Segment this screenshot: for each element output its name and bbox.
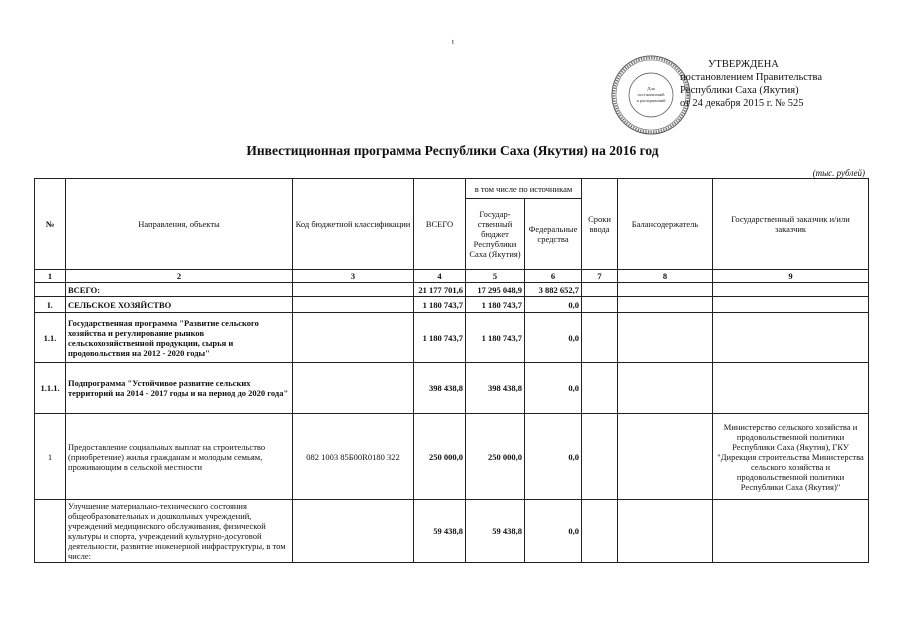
header-federal: Федеральные средства	[525, 199, 582, 270]
row-holder	[618, 500, 713, 563]
header-direction: Направления, объекты	[66, 179, 293, 270]
row-customer: Министерство сельского хозяйства и продовольственной политики Республики Саха (Якутия), ГКУ "Дирекция строительства Министерства сельского хозяйства и продовольственной политики Республики Саха (Якутия)"	[713, 414, 869, 500]
approval-authority: Республики Саха (Якутия)	[680, 85, 799, 96]
row-total: 21 177 701,6	[414, 283, 466, 297]
row-num	[35, 283, 66, 297]
row-holder	[618, 313, 713, 363]
investment-table	[34, 178, 869, 563]
row-terms	[582, 313, 618, 363]
row-holder	[618, 414, 713, 500]
header-sources-group: в том числе по источникам	[466, 179, 582, 199]
row-federal: 0,0	[525, 500, 582, 563]
row-state: 1 180 743,7	[466, 313, 525, 363]
header-total: ВСЕГО	[414, 179, 466, 270]
row-state: 398 438,8	[466, 363, 525, 414]
approval-date: от 24 декабря 2015 г. № 525	[680, 98, 804, 109]
table-row	[35, 313, 869, 363]
row-name: СЕЛЬСКОЕ ХОЗЯЙСТВО	[66, 297, 293, 313]
column-number: 3	[293, 270, 414, 283]
column-number: 6	[525, 270, 582, 283]
table-row	[35, 414, 869, 500]
row-terms	[582, 500, 618, 563]
column-numbers-row	[35, 270, 869, 283]
column-number: 2	[66, 270, 293, 283]
row-holder	[618, 297, 713, 313]
row-federal: 0,0	[525, 363, 582, 414]
row-holder	[618, 283, 713, 297]
row-name: Улучшение материально-технического состояния общеобразовательных и дошкольных учреждений, учреждений медицинского обслуживания, физической культуры и спорта, учреждений культурно-досуговой деятельности, развитие инженерной инфраструктуры, в том числе:	[66, 500, 293, 563]
page-mark: t	[452, 38, 454, 46]
row-code	[293, 297, 414, 313]
row-customer	[713, 500, 869, 563]
row-code	[293, 500, 414, 563]
row-num	[35, 500, 66, 563]
row-code: 082 1003 85Б00R0180 322	[293, 414, 414, 500]
table-row	[35, 297, 869, 313]
row-federal: 3 882 652,7	[525, 283, 582, 297]
svg-text:и распоряжений: и распоряжений	[636, 98, 666, 103]
row-num: I.	[35, 297, 66, 313]
svg-text:Для: Для	[647, 86, 655, 91]
row-federal: 0,0	[525, 414, 582, 500]
row-total: 250 000,0	[414, 414, 466, 500]
units-note: (тыс. рублей)	[812, 168, 865, 178]
row-customer	[713, 283, 869, 297]
row-state: 17 295 048,9	[466, 283, 525, 297]
table-row	[35, 363, 869, 414]
row-num: 1.1.	[35, 313, 66, 363]
row-num: 1	[35, 414, 66, 500]
table-row	[35, 500, 869, 563]
row-code	[293, 363, 414, 414]
row-name: Государственная программа "Развитие сельского хозяйства и регулирование рынков сельскохозяйственной продукции, сырья и продовольствия на 2012 - 2020 годы"	[66, 313, 293, 363]
row-terms	[582, 283, 618, 297]
row-total: 59 438,8	[414, 500, 466, 563]
row-customer	[713, 297, 869, 313]
column-number: 7	[582, 270, 618, 283]
row-total: 1 180 743,7	[414, 313, 466, 363]
approval-basis: постановлением Правительства	[680, 72, 823, 83]
row-terms	[582, 414, 618, 500]
column-number: 5	[466, 270, 525, 283]
header-num: №	[35, 179, 66, 270]
row-state: 59 438,8	[466, 500, 525, 563]
table-row	[35, 283, 869, 297]
row-name: Предоставление социальных выплат на строительство (приобретение) жилья гражданам и молодым семьям, проживающим в сельской местности	[66, 414, 293, 500]
row-total: 1 180 743,7	[414, 297, 466, 313]
row-name: ВСЕГО:	[66, 283, 293, 297]
row-code	[293, 313, 414, 363]
row-total: 398 438,8	[414, 363, 466, 414]
header-state-budget: Государ-ственный бюджет Республики Саха (Якутия)	[466, 199, 525, 270]
column-number: 8	[618, 270, 713, 283]
header-holder: Балансодержатель	[618, 179, 713, 270]
page-title: Инвестиционная программа Республики Саха (Якутия) на 2016 год	[246, 143, 659, 158]
approval-status: УТВЕРЖДЕНА	[708, 59, 779, 70]
svg-text:постановлений: постановлений	[637, 92, 665, 97]
header-code: Код бюджетной классификации	[293, 179, 414, 270]
header-terms: Сроки ввода	[582, 179, 618, 270]
column-number: 9	[713, 270, 869, 283]
row-customer	[713, 363, 869, 414]
column-number: 1	[35, 270, 66, 283]
row-code	[293, 283, 414, 297]
header-customer: Государственный заказчик и/или заказчик	[713, 179, 869, 270]
column-number: 4	[414, 270, 466, 283]
row-terms	[582, 297, 618, 313]
row-num: 1.1.1.	[35, 363, 66, 414]
row-federal: 0,0	[525, 297, 582, 313]
approval-block	[680, 58, 895, 110]
row-terms	[582, 363, 618, 414]
row-federal: 0,0	[525, 313, 582, 363]
row-name: Подпрограмма "Устойчивое развитие сельских территорий на 2014 - 2017 годы и на период до 2020 года"	[66, 363, 293, 414]
row-state: 1 180 743,7	[466, 297, 525, 313]
row-state: 250 000,0	[466, 414, 525, 500]
row-customer	[713, 313, 869, 363]
row-holder	[618, 363, 713, 414]
